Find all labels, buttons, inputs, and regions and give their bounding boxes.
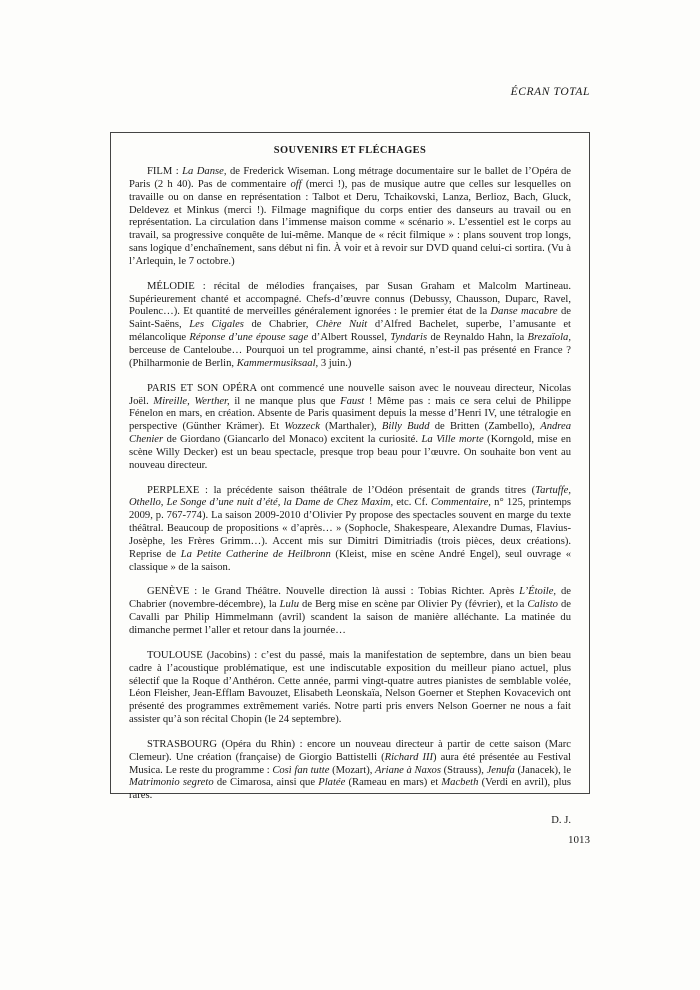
paragraph-film: FILM : La Danse, de Frederick Wiseman. Long métrage documentaire sur le ballet de l’Opéra de Paris (2 h 40). Pas de commentaire off (merci !), pas de musique autre que celles sur lesquelles on travaille ou on danse en représentation : Talbot et Deru, Tchaikovski, Lanza, Berlioz, Bach, Gluck, Deldevez et Minkus (merci !). Filmage magnifique du corps entier des danseurs au travail ou en représentation. La circulation dans l’immense maison comme « scénario ». L’essentiel est le corps au travail, sa progressive conquête de lui-même. Manque de « récit filmique » : plans souvent trop longs, sans logique d’enchaînement, sans début ni fin. À voir et à revoir sur DVD quand celui-ci sortira. (Vu à l’Arlequin, le 7 octobre.) <box>129 166 571 267</box>
paragraph-strasbourg: STRASBOURG (Opéra du Rhin) : encore un nouveau directeur à partir de cette saison (Marc Clemeur). Une création (française) de Giorgio Battistelli (Richard III) aura été présentée au Festival Musica. Le reste du programme : Così fan tutte (Mozart), Ariane à Naxos (Strauss), Jenufa (Janacek), le Matrimonio segreto de Cimarosa, ainsi que Platée (Rameau en mars) et Macbeth (Verdi en avril), plus rares. <box>129 738 572 802</box>
paragraph-geneve: GENÈVE : le Grand Théâtre. Nouvelle direction là aussi : Tobias Richter. Après L’Étoile, de Chabrier (novembre-décembre), la Lulu de Berg mise en scène par Olivier Py (février), et la Calisto de Cavalli par Philip Himmelmann (avril) scandent la saison de manière alléchante. La matinée du dimanche permet l’aller et retour dans la journée… <box>129 586 571 636</box>
paragraph-paris-opera: PARIS ET SON OPÉRA ont commencé une nouvelle saison avec le nouveau directeur, Nicolas Joël. Mireille, Werther, il ne manque plus que Faust ! Même pas : mais ce sera celui de Philippe Fénelon en mars, en création. Absente de Paris quasiment depuis la messe d’Henri IV, une tétralogie en perspective (Günther Krämer). Et Wozzeck (Marthaler), Billy Budd de Britten (Zambello), Andrea Chenier de Giordano (Giancarlo del Monaco) excitent la curiosité. La Ville morte (Korngold, mise en scène Willy Decker) est un beau spectacle, presque trop beau pour l’œuvre. On souhaite bon vent au nouveau directeur. <box>129 382 572 471</box>
article-box <box>110 132 590 827</box>
article-title: SOUVENIRS ET FLÉCHAGES <box>273 145 427 156</box>
journal-header: ÉCRAN TOTAL <box>510 86 590 98</box>
paragraph-melodie: MÉLODIE : récital de mélodies françaises, par Susan Graham et Malcolm Martineau. Supérieurement chanté et accompagné. Chefs-d’œuvre connus (Debussy, Chausson, Duparc, Ravel, Poulenc…). Et quantité de merveilles généralement ignorées : le premier état de la Danse macabre de Saint-Saëns, Les Cigales de Chabrier, Chère Nuit d’Alfred Bachelet, superbe, l’amusante et mélancolique Réponse d’une épouse sage d’Albert Roussel, Tyndaris de Reynaldo Hahn, la Brezaïola, berceuse de Canteloube… Pourquoi un tel programme, ainsi chanté, n’est-il pas présenté en France ? (Philharmonie de Berlin, Kammermusiksaal, 3 juin.) <box>129 280 571 369</box>
paragraph-perplexe: PERPLEXE : la précédente saison théâtrale de l’Odéon présentait de grands titres (Tartuffe, Othello, Le Songe d’une nuit d’été, la Dame de Chez Maxim, etc. Cf. Commentaire, n° 125, printemps 2009, p. 767-774). La saison 2009-2010 d’Olivier Py propose des spectacles souvent en marge du texte théâtral. Beaucoup de propositions « d’après… » (Sophocle, Shakespeare, Alexandre Dumas, Flavius-Josèphe, les Frères Grimm…). Accent mis sur Dimitri Dimitriadis (trois pièces, deux créations). Reprise de La Petite Catherine de Heilbronn (Kleist, mise en scène André Engel), seul ouvrage « classique » de la saison. <box>129 484 572 573</box>
author-signature: D. J. <box>551 815 571 827</box>
paragraph-toulouse: TOULOUSE (Jacobins) : c’est du passé, mais la manifestation de septembre, dans un bien beau cadre à l’acoustique problématique, est une indiscutable exposition du meilleur piano actuel, plus sélectif que la Roque d’Anthéron. Cette année, parmi vingt-quatre autres pianistes de semblable volée, Léon Fleisher, Jean-Efflam Bavouzet, Elisabeth Leonskaïa, Nelson Goerner et Stephen Kovacevich ont présenté des programmes extrêmement variés. Notre parti pris envers Nelson Goerner ne nous a fait assister qu’à son récital Chopin (le 24 septembre). <box>129 649 571 726</box>
page-number: 1013 <box>568 834 590 846</box>
